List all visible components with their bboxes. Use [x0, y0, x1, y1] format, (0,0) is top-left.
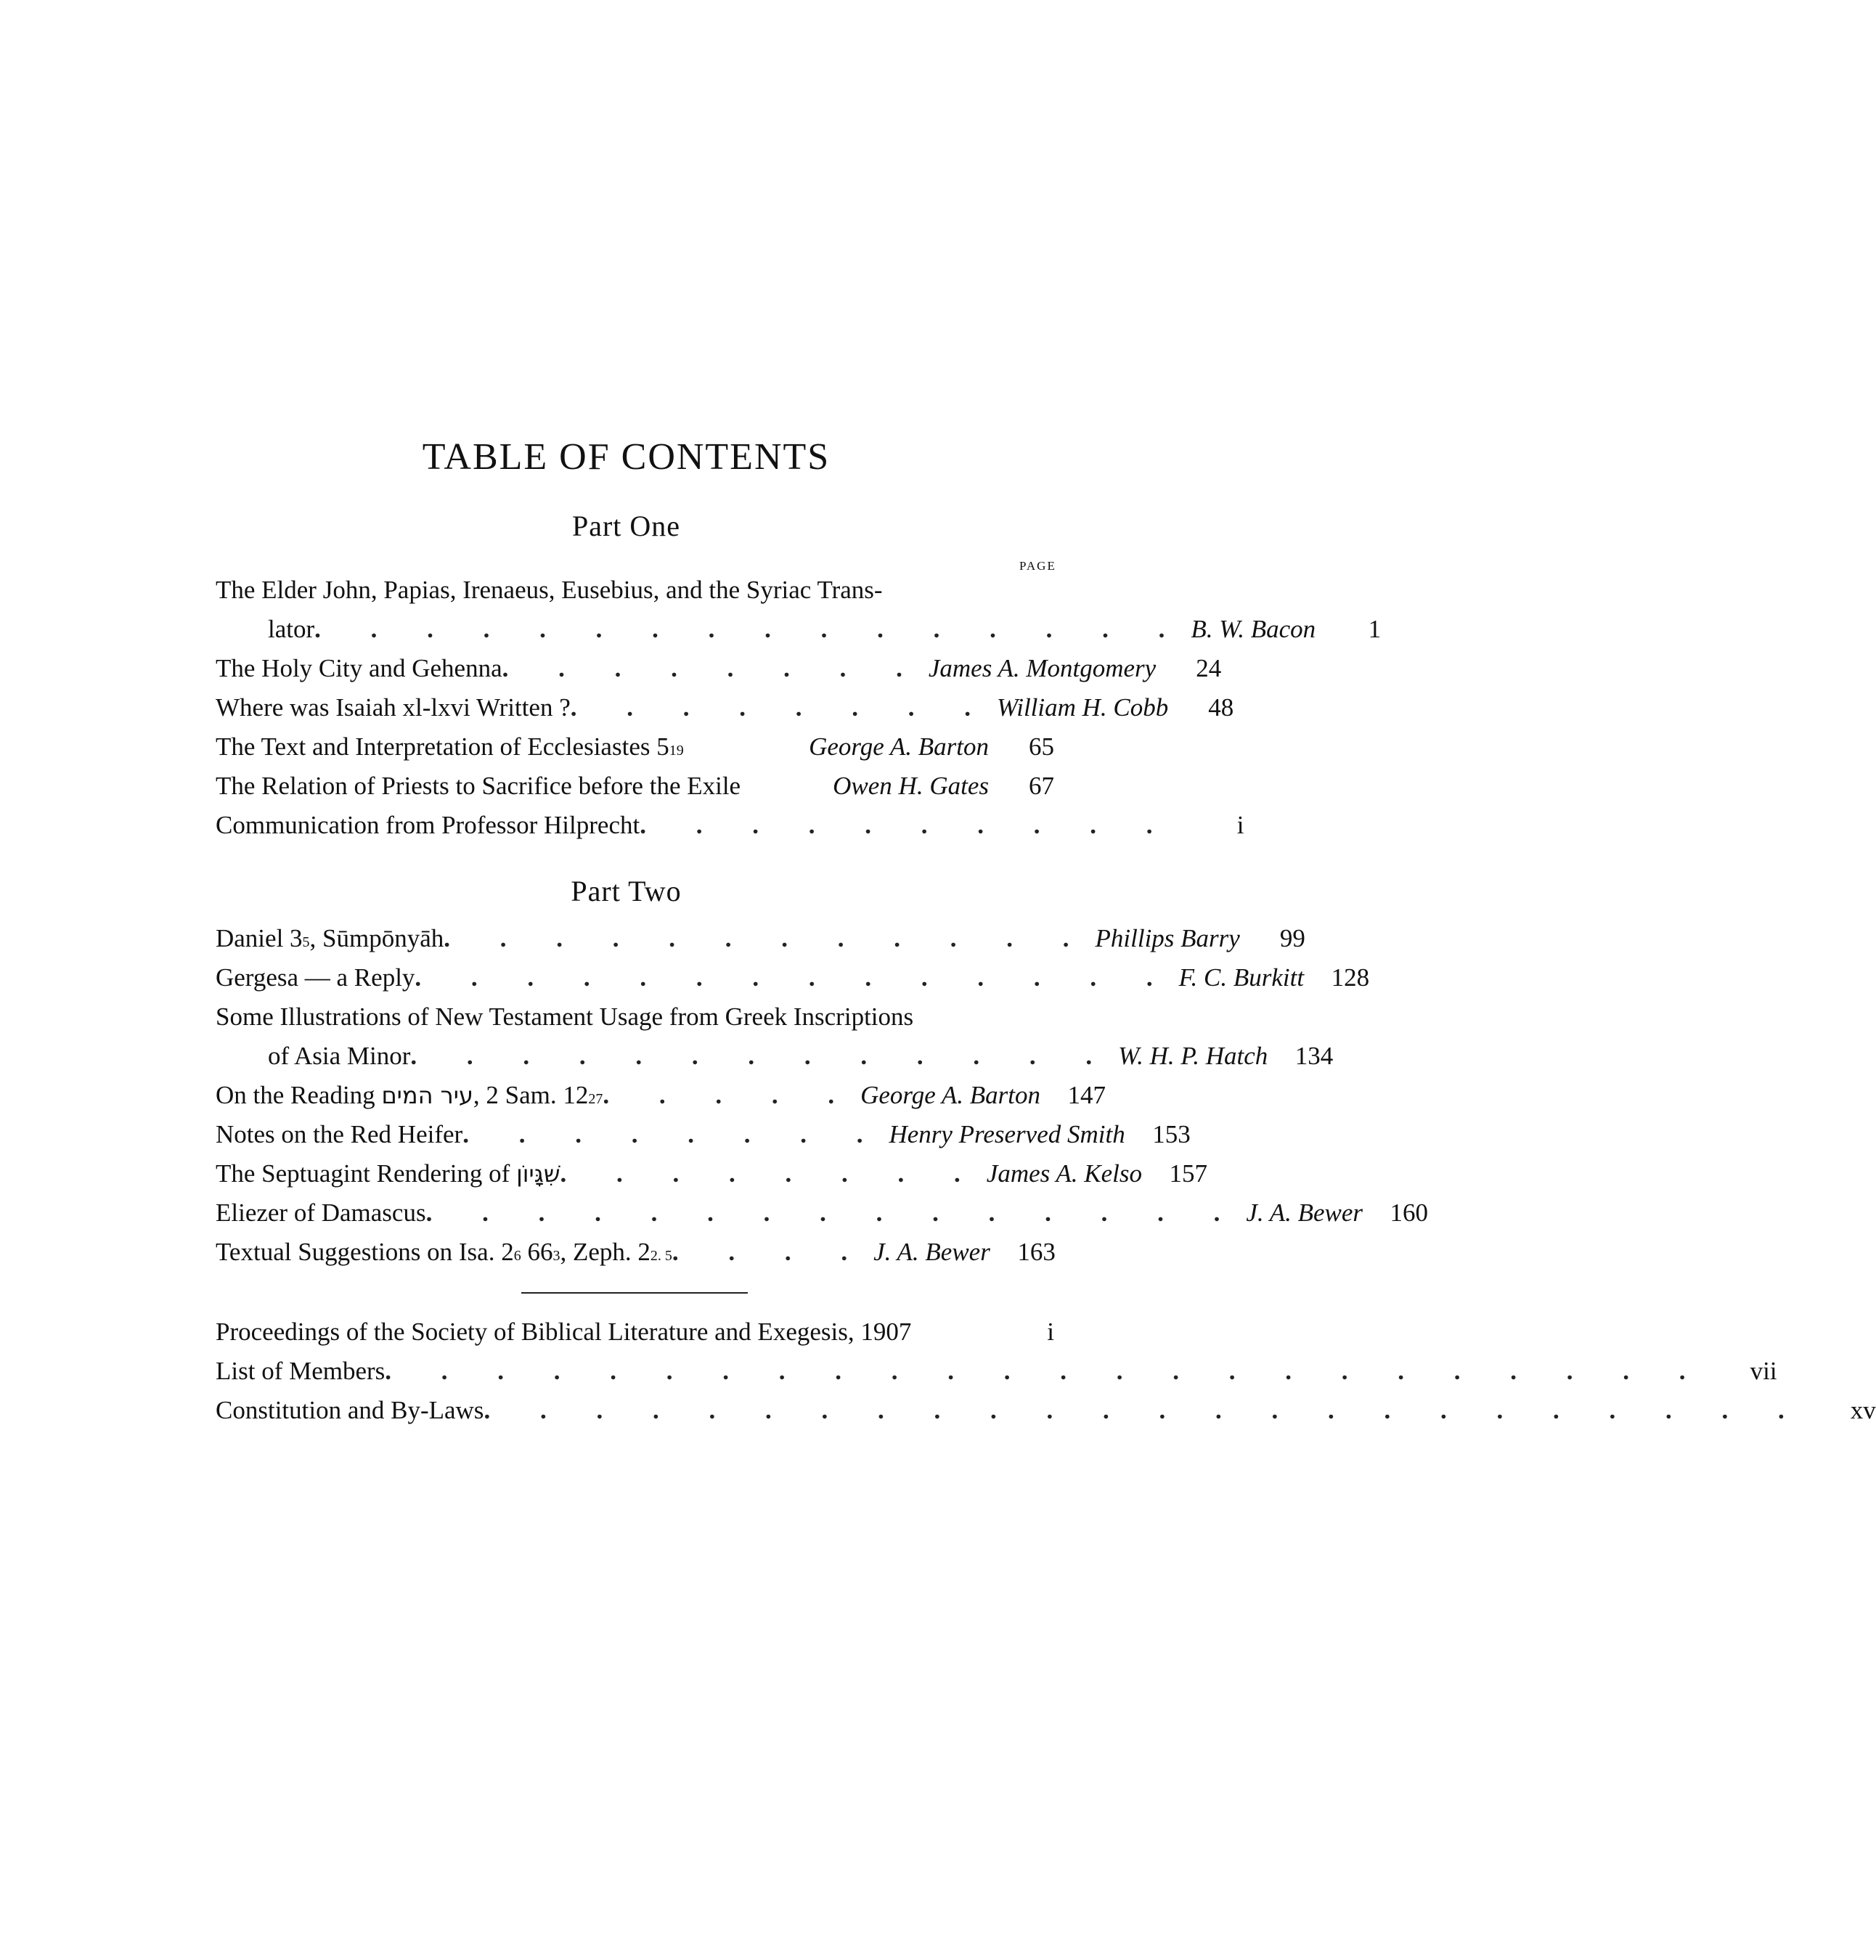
hebrew-text: שִׁגָּיוֹן — [516, 1160, 560, 1188]
section-divider — [521, 1292, 748, 1294]
entry-page: 99 — [1279, 924, 1305, 952]
entry-author: W. H. P. Hatch — [1118, 1042, 1268, 1070]
entry-page: 163 — [1017, 1238, 1056, 1266]
entry-title: The Elder John, Papias, Irenaeus, Eusebius, and the Syriac Trans- — [216, 576, 883, 604]
entry-page: 128 — [1331, 963, 1370, 992]
hebrew-text: עיר המים — [381, 1082, 473, 1109]
leader-dots: . . . . . . . . . . . . . . . . . . . . . . . . — [385, 1357, 1708, 1385]
entry-page: 1 — [1368, 615, 1382, 643]
leader-dots: . . . . . . . . — [462, 1120, 885, 1148]
toc-entry[interactable] — [216, 727, 1054, 767]
entry-author: J. A. Bewer — [873, 1238, 990, 1266]
entry-title: Eliezer of Damascus — [216, 1199, 426, 1227]
entry-title: Gergesa — a Reply — [216, 963, 415, 992]
entry-page: 153 — [1152, 1120, 1191, 1148]
leader-dots: . . . . . . . . . . — [640, 811, 1175, 839]
part-one-heading: Part One — [571, 510, 681, 542]
toc-entry[interactable] — [216, 1154, 1207, 1193]
entry-page: 134 — [1294, 1042, 1334, 1070]
toc-entry[interactable] — [216, 649, 1222, 688]
entry-page: 65 — [1029, 732, 1054, 761]
entry-title: On the Reading עיר המים, 2 Sam. 1227 — [216, 1081, 603, 1109]
entry-title: Notes on the Red Heifer — [216, 1120, 463, 1148]
entry-title: The Holy City and Gehenna — [216, 654, 502, 682]
leader-dots: . . . . . . . . — [560, 1159, 982, 1188]
toc-entry[interactable] — [216, 919, 1305, 958]
leader-dots: . . . . . . . . . . . . . — [410, 1042, 1114, 1070]
toc-entry[interactable] — [216, 806, 1244, 845]
toc-entry[interactable] — [216, 958, 1370, 997]
toc-entry[interactable] — [216, 1193, 1429, 1233]
leader-dots: . . . . . . . . . . . . . . . . — [314, 615, 1187, 643]
entry-page: i — [1236, 811, 1244, 839]
part-two-heading: Part Two — [571, 875, 682, 907]
entry-author: George A. Barton — [860, 1081, 1041, 1109]
entry-page: 24 — [1196, 654, 1222, 682]
entry-page: 67 — [1029, 772, 1054, 800]
toc-entry[interactable] — [216, 1076, 1106, 1115]
toc-entry[interactable] — [216, 1391, 1876, 1430]
leader-dots: . . . . . . . . . . . . . . . — [425, 1199, 1242, 1227]
entry-page: 147 — [1067, 1081, 1106, 1109]
entry-page: vii — [1750, 1357, 1777, 1385]
entry-title: Textual Suggestions on Isa. 26 663, Zeph. 22. 5 — [216, 1238, 672, 1266]
page-title: TABLE OF CONTENTS — [422, 436, 831, 478]
toc-entry[interactable] — [216, 1312, 1054, 1352]
entry-author: J. A. Bewer — [1246, 1199, 1363, 1227]
toc-entry[interactable] — [216, 1115, 1191, 1154]
entry-page: 157 — [1169, 1159, 1207, 1188]
entry-author: B. W. Bacon — [1191, 615, 1316, 643]
entry-title: The Text and Interpretation of Ecclesiastes 519 — [216, 732, 684, 761]
toc-entry[interactable] — [216, 1352, 1777, 1391]
page-column-label: PAGE — [1019, 559, 1056, 573]
toc-entry[interactable] — [216, 1233, 1054, 1272]
leader-dots: . . . . . . . . . . . . — [444, 924, 1091, 952]
entry-author: Phillips Barry — [1095, 924, 1240, 952]
leader-dots: . . . . . . . . . . . . . . — [415, 963, 1175, 992]
entry-author: James A. Montgomery — [928, 654, 1157, 682]
entry-page: xv — [1850, 1396, 1876, 1424]
entry-author: Owen H. Gates — [833, 772, 989, 800]
entry-author: Henry Preserved Smith — [889, 1120, 1125, 1148]
toc-entry[interactable] — [216, 688, 1234, 727]
leader-dots: . . . . . . . . — [502, 654, 924, 682]
entry-page: 48 — [1208, 693, 1234, 722]
entry-title: Communication from Professor Hilprecht — [216, 811, 640, 839]
toc-entry[interactable] — [216, 767, 1054, 806]
entry-title-cont: lator — [268, 615, 315, 643]
leader-dots: . . . . . . . . — [570, 693, 992, 722]
entry-page: i — [1047, 1318, 1054, 1346]
entry-author: William H. Cobb — [997, 693, 1169, 722]
entry-title: Proceedings of the Society of Biblical Literature and Exegesis, 1907 — [216, 1318, 912, 1346]
entry-title: Where was Isaiah xl-lxvi Written ? — [216, 693, 571, 722]
entry-page: 160 — [1390, 1199, 1429, 1227]
entry-author: George A. Barton — [809, 732, 989, 761]
toc-entry[interactable] — [216, 997, 1334, 1076]
toc-entry[interactable] — [216, 571, 1382, 649]
entry-title: Constitution and By-Laws — [216, 1396, 484, 1424]
leader-dots: . . . . — [672, 1238, 870, 1266]
entry-title: Daniel 35, Sūmpōnyāh — [216, 924, 444, 952]
entry-author: James A. Kelso — [986, 1159, 1142, 1188]
entry-author: F. C. Burkitt — [1178, 963, 1305, 992]
entry-title: List of Members — [216, 1357, 386, 1385]
entry-title-cont: of Asia Minor — [268, 1042, 411, 1070]
entry-title: The Relation of Priests to Sacrifice before the Exile — [216, 772, 741, 800]
leader-dots: . . . . . . . . . . . . . . . . . . . . . . . . — [484, 1396, 1806, 1424]
entry-title: The Septuagint Rendering of שִׁגָּיוֹן — [216, 1159, 560, 1188]
leader-dots: . . . . . — [603, 1081, 857, 1109]
toc-entry-line — [216, 610, 1382, 649]
entry-title: Some Illustrations of New Testament Usage from Greek Inscriptions — [216, 1003, 914, 1031]
toc-entry-line — [216, 571, 1054, 610]
